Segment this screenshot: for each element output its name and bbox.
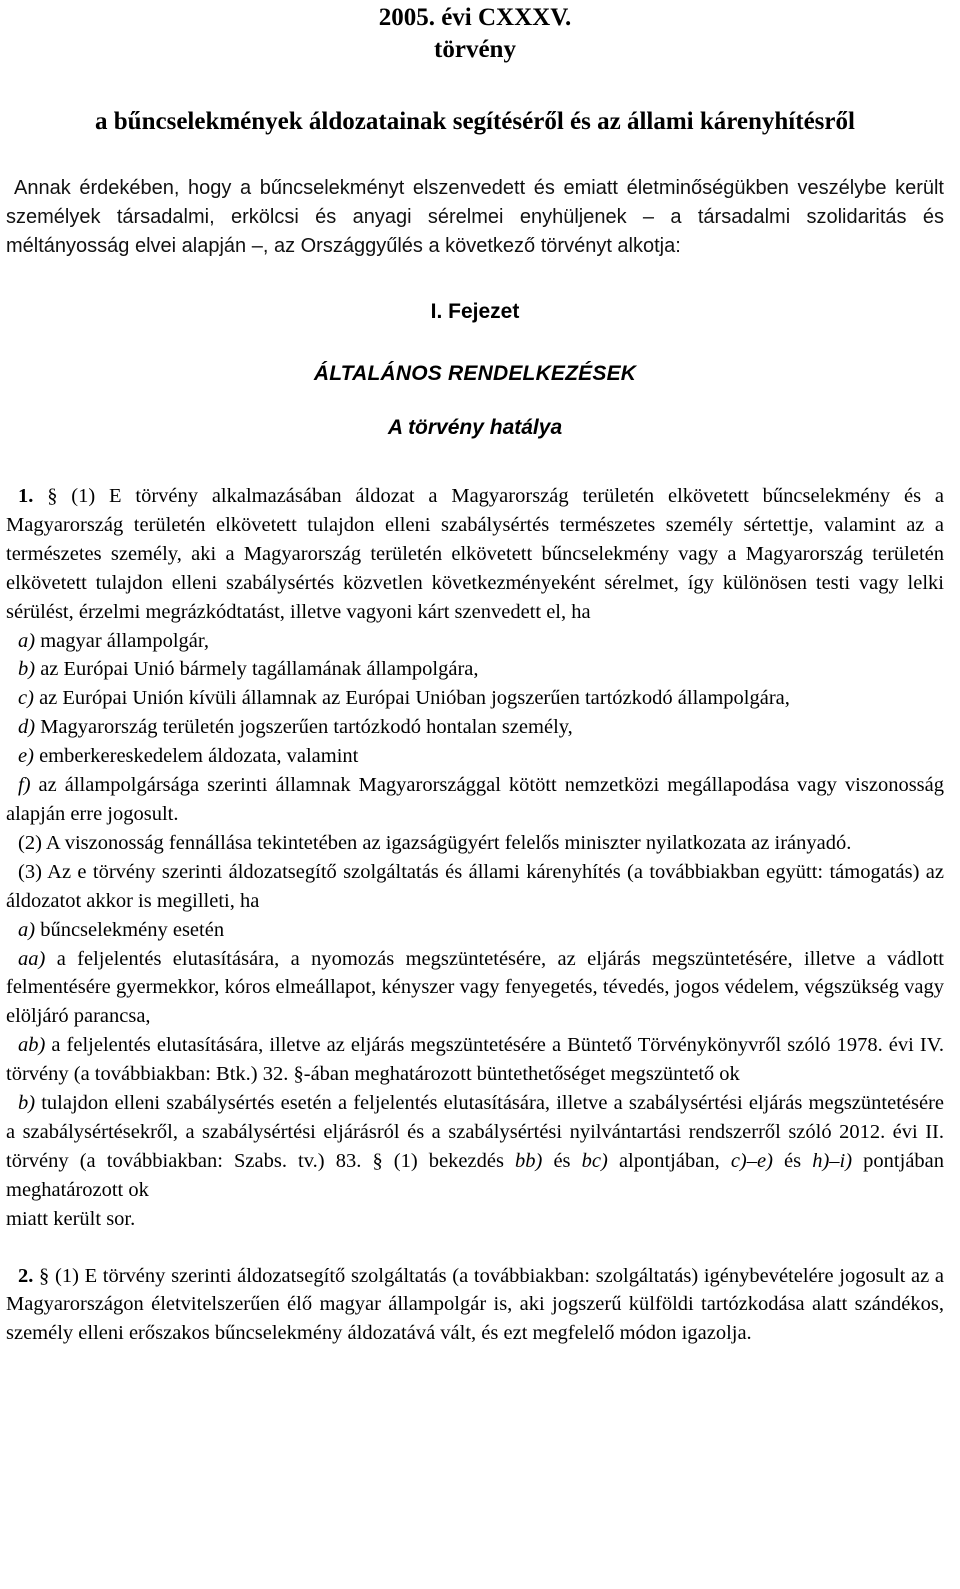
list-item-c: [6, 684, 944, 713]
list-item-f: [6, 771, 944, 829]
reference-bb: bb): [515, 1149, 543, 1172]
section-number: 2.: [18, 1264, 34, 1287]
item-text: Magyarország területén jogszerűen tartózkodó hontalan személy,: [35, 716, 573, 739]
item-text: az Európai Unió bármely tagállamának állampolgára,: [35, 658, 479, 681]
item-label: a): [18, 629, 36, 652]
reference-bc: bc): [581, 1149, 608, 1172]
section-1-paragraph-2: (2) A viszonosság fennállása tekintetében az igazságügyért felelős miniszter nyilatkozata az irányadó.: [18, 831, 852, 854]
paragraph-text: § (1) E törvény szerinti áldozatsegítő szolgáltatás (a továbbiakban: szolgáltatás) igénybevételére jogosult az a Magyarországon életvitelszerűen élő magyar állampolgár is, aki jogszerű külföldi tartózkodása alatt szándékos, személy elleni erőszakos bűncselekmény áldozatává vált, és ezt megfelelő módon igazolja.: [6, 1264, 944, 1345]
item-label: b): [18, 658, 36, 681]
item-label: b): [18, 1092, 36, 1115]
list-item-3b: [6, 1089, 944, 1205]
connector-text: és: [542, 1149, 582, 1172]
list-item-3a: [6, 916, 944, 945]
body-text: [6, 482, 944, 1348]
item-label: aa): [18, 947, 46, 970]
section-2-paragraph-1: [6, 1262, 944, 1349]
reference-c-e: c)–e): [730, 1149, 773, 1172]
list-item-ab: [6, 1031, 944, 1089]
list-item-b: [6, 655, 944, 684]
list-item-a: [6, 627, 944, 656]
item-label: d): [18, 716, 36, 739]
document-page: [6, 0, 944, 1348]
item-text: bűncselekmény esetén: [35, 918, 225, 941]
chapter-heading: I. Fejezet: [430, 300, 520, 323]
section-heading: ÁLTALÁNOS RENDELKEZÉSEK: [313, 362, 637, 385]
section-number: 1.: [18, 485, 34, 507]
law-number: 2005. évi CXXXV.: [378, 4, 572, 31]
reference-h-i: h)–i): [812, 1149, 853, 1172]
law-type: törvény: [434, 36, 516, 63]
item-text: emberkereskedelem áldozata, valamint: [33, 745, 359, 768]
item-label: a): [18, 918, 36, 941]
item-text: a feljelentés elutasítására, a nyomozás megszüntetésére, az eljárás megszüntetésére, illetve a vádlott felmentésére gyermekkor, kóros elmeállapot, kényszer vagy fenyegetés, tévedés, jogos védelem, végszükség vagy elöljáró parancsa,: [6, 947, 944, 1028]
paragraph-text: § (1) E törvény alkalmazásában áldozat a Magyarország területén elkövetett bűncselekmény és a Magyarország területén elkövetett tulajdon elleni szabálysértés természetes személy sértettje, valamint az a természetes személy, aki a Magyarország területén elkövetett bűncselekmény vagy a Magyarország területén elkövetett tulajdon elleni szabálysértés közvetlen következményeként sérelmet, így különösen testi vagy lelki sérülést, érzelmi megrázkódtatást, illetve vagyoni kárt szenvedett el, ha: [6, 485, 944, 623]
section-1-closing: miatt került sor.: [6, 1207, 136, 1230]
item-text: tulajdon elleni szabálysértés esetén a feljelentés elutasítására, illetve a szabálysértési eljárás megszüntetésére a szabálysértésekről, a szabálysértési eljárásról és a szabálysértési nyilvántartási rendszerről szóló 2012. évi II. törvény (a továbbiakban: Szabs. tv.) 83. § (1) bekezdés: [6, 1092, 944, 1172]
subsection-heading: A törvény hatálya: [387, 416, 563, 439]
list-item-d: [6, 713, 944, 742]
connector-text: és: [772, 1149, 813, 1172]
item-text: a feljelentés elutasítására, illetve az eljárás megszüntetésére a Büntető Törvénykönyvről szóló 1978. évi IV. törvény (a továbbiakban: Btk.) 32. §-ában meghatározott büntethetőséget megszüntető ok: [6, 1034, 944, 1086]
item-text: az állampolgársága szerinti államnak Magyarországgal kötött nemzetközi megállapodása vagy viszonosság alapján erre jogosult.: [6, 774, 944, 825]
preamble: Annak érdekében, hogy a bűncselekményt elszenvedett és emiatt életminőségükben veszélybe került személyek társadalmi, erkölcsi és anyagi sérelmei enyhüljenek – a társadalmi szolidaritás és méltányosság elvei alapján –, az Országgyűlés a következő törvényt alkotja:: [6, 177, 944, 257]
list-item-e: [6, 742, 944, 771]
connector-text: pontjában meghatározott ok: [6, 1149, 945, 1201]
item-label: ab): [18, 1034, 46, 1057]
item-text: az Európai Unión kívüli államnak az Európai Unióban jogszerűen tartózkodó állampolgára,: [33, 687, 790, 710]
section-1-paragraph-1: [6, 482, 944, 627]
item-label: c): [18, 687, 34, 710]
connector-text: alpontjában,: [607, 1149, 731, 1172]
law-title: a bűncselekmények áldozatainak segítéséről és az állami kárenyhítésről: [95, 108, 855, 135]
item-label: e): [18, 745, 34, 768]
section-1-paragraph-3: (3) Az e törvény szerinti áldozatsegítő szolgáltatás és állami kárenyhítés (a továbbiakban együtt: támogatás) az áldozatot akkor is megilleti, ha: [6, 860, 944, 912]
item-text: magyar állampolgár,: [35, 629, 210, 652]
item-label: f): [18, 774, 31, 797]
list-item-aa: [6, 945, 944, 1032]
